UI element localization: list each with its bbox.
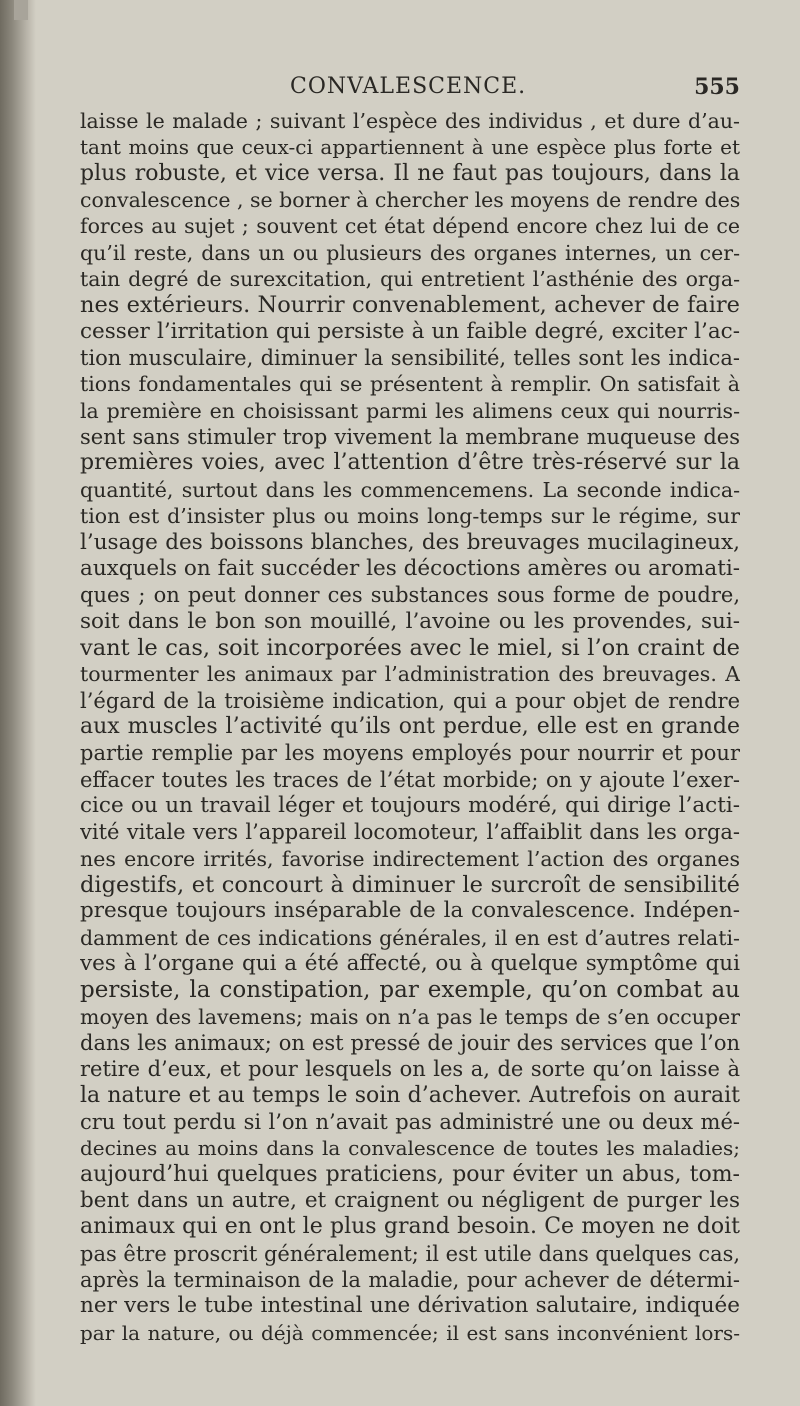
text-line: vant le cas, soit incorporées avec le miel, si l’on craint de — [80, 634, 740, 661]
text-line: tion est d’insister plus ou moins long-temps sur le régime, sur — [80, 504, 740, 529]
text-line: forces au sujet ; souvent cet état dépend encore chez lui de ce — [80, 214, 740, 239]
text-line: l’usage des boissons blanches, des breuvages mucilagineux, — [80, 529, 740, 555]
running-head — [80, 74, 740, 106]
text-line: cice ou un travail léger et toujours modéré, qui dirige l’acti- — [80, 792, 740, 818]
text-line: sent sans stimuler trop vivement la membrane muqueuse des — [80, 425, 740, 450]
text-line: presque toujours inséparable de la convalescence. Indépen- — [80, 898, 740, 924]
text-line: ves à l’organe qui a été affecté, ou à quelque symptôme qui — [80, 951, 740, 976]
text-line: tions fondamentales qui se présentent à remplir. On satisfait à — [80, 372, 740, 397]
text-line: animaux qui en ont le plus grand besoin. Ce moyen ne doit — [80, 1214, 740, 1240]
text-line: nes extérieurs. Nourrir convenablement, achever de faire — [80, 292, 740, 319]
text-line: la nature et au temps le soin d’achever. Autrefois on aurait — [80, 1082, 740, 1108]
text-line: soit dans le bon son mouillé, l’avoine ou les provendes, sui- — [80, 608, 740, 634]
text-line: tion musculaire, diminuer la sensibilité, telles sont les indica- — [80, 346, 740, 371]
text-line: laisse le malade ; suivant l’espèce des individus , et dure d’au- — [80, 109, 740, 133]
text-line: aujourd’hui quelques praticiens, pour éviter un abus, tom- — [80, 1161, 740, 1187]
text-line: ques ; on peut donner ces substances sous forme de poudre, — [80, 583, 740, 608]
text-line: quantité, surtout dans les commencemens. La seconde indica- — [80, 477, 740, 502]
text-line: dans les animaux; on est pressé de jouir des services que l’on — [80, 1031, 740, 1056]
text-line: bent dans un autre, et craignent ou négligent de purger les — [80, 1188, 740, 1214]
text-line: tain degré de surexcitation, qui entretient l’asthénie des orga- — [80, 267, 740, 292]
text-line: plus robuste, et vice versa. Il ne faut pas toujours, dans la — [80, 160, 740, 186]
text-line: damment de ces indications générales, il en est d’autres relati- — [80, 925, 740, 950]
text-line: après la terminaison de la maladie, pour achever de détermi- — [80, 1268, 740, 1293]
text-line: retire d’eux, et pour lesquels on les a, de sorte qu’on laisse à — [80, 1057, 740, 1082]
text-line: vité vitale vers l’appareil locomoteur, l’affaiblit dans les orga- — [80, 820, 740, 845]
text-line: tant moins que ceux-ci appartiennent à une espèce plus forte et — [80, 135, 740, 160]
text-line: par la nature, ou déjà commencée; il est sans inconvénient lors- — [80, 1320, 740, 1345]
text-line: ner vers le tube intestinal une dérivation salutaire, indiquée — [80, 1293, 740, 1319]
text-line: aux muscles l’activité qu’ils ont perdue, elle est en grande — [80, 713, 740, 739]
running-head-title: CONVALESCENCE. — [290, 74, 527, 99]
body-text — [80, 108, 740, 1346]
text-line: digestifs, et concourt à diminuer le surcroît de sensibilité — [80, 871, 740, 898]
text-line: partie remplie par les moyens employés pour nourrir et pour — [80, 741, 740, 766]
text-line: decines au moins dans la convalescence de toutes les maladies; — [80, 1136, 740, 1161]
text-line: l’égard de la troisième indication, qui a pour objet de rendre — [80, 688, 740, 713]
text-line: persiste, la constipation, par exemple, qu’on combat au — [80, 977, 740, 1004]
text-line: moyen des lavemens; mais on n’a pas le temps de s’en occuper — [80, 1004, 740, 1029]
text-line: premières voies, avec l’attention d’être très-réservé sur la — [80, 450, 740, 476]
text-line: qu’il reste, dans un ou plusieurs des organes internes, un cer- — [80, 240, 740, 265]
text-line: la première en choisissant parmi les alimens ceux qui nourris- — [80, 398, 740, 423]
text-line: effacer toutes les traces de l’état morbide; on y ajoute l’exer- — [80, 767, 740, 792]
text-line: pas être proscrit généralement; il est utile dans quelques cas, — [80, 1241, 740, 1266]
text-line: nes encore irrités, favorise indirectement l’action des organes — [80, 846, 740, 871]
page-number: 555 — [694, 74, 740, 100]
text-line: convalescence , se borner à chercher les moyens de rendre des — [80, 188, 740, 213]
text-line: auxquels on fait succéder les décoctions amères ou aromati- — [80, 555, 740, 581]
text-line: cru tout perdu si l’on n’avait pas administré une ou deux mé- — [80, 1110, 740, 1135]
text-line: cesser l’irritation qui persiste à un faible degré, exciter l’ac- — [80, 318, 740, 344]
text-line: tourmenter les animaux par l’administration des breuvages. A — [80, 662, 740, 687]
